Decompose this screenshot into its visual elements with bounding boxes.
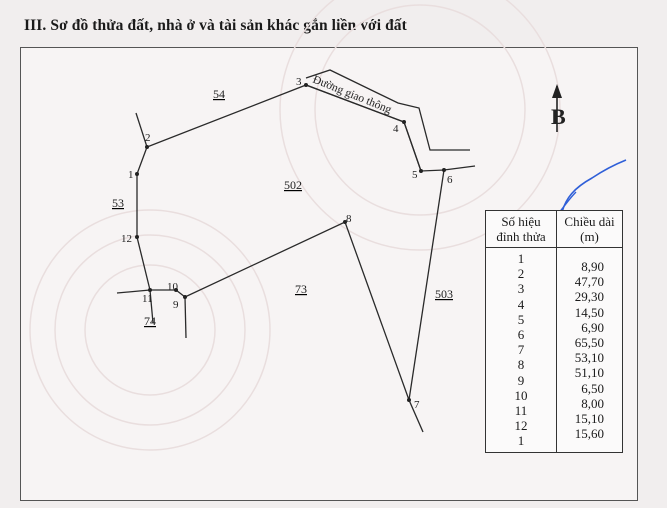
vertex-label: 7 [414, 399, 420, 411]
vertex-label: 10 [167, 281, 178, 293]
length-table [485, 210, 623, 453]
point-cell: 12 [514, 418, 528, 434]
length-cell: 53,10 [574, 350, 604, 366]
vertex-label: 12 [121, 233, 132, 245]
vertex-label: 8 [346, 213, 352, 225]
vertex-point [145, 145, 149, 149]
parcel-number: 503 [435, 287, 453, 301]
vertex-point [419, 169, 423, 173]
length-cell: 51,10 [574, 365, 604, 381]
vertex-point [183, 295, 187, 299]
neighbor-line-6 [444, 166, 475, 170]
point-cell: 11 [514, 402, 528, 418]
parcel-number: 502 [284, 178, 302, 192]
vertex-label: 2 [145, 132, 151, 144]
point-column [486, 248, 557, 453]
point-cell: 2 [517, 266, 525, 282]
point-cell: 3 [517, 281, 525, 297]
vertex-point [148, 288, 152, 292]
vertex-label: 5 [412, 169, 418, 181]
length-cell: 14,50 [574, 304, 604, 320]
road-label: Đường giao thông [310, 73, 394, 117]
vertex-label: 6 [447, 174, 453, 186]
parcel-number: 53 [112, 196, 124, 210]
length-cell: 47,70 [574, 274, 604, 290]
vertex-points [135, 83, 446, 402]
vertex-label: 4 [393, 123, 399, 135]
length-cell: 65,50 [574, 334, 604, 350]
point-cell: 4 [517, 296, 525, 312]
north-arrow-label: B [551, 104, 566, 129]
point-cell: 7 [517, 342, 525, 358]
vertex-label: 11 [142, 293, 153, 305]
vertex-labels [121, 73, 453, 411]
length-cell: 8,90 [581, 259, 604, 274]
point-cell: 1 [517, 433, 525, 449]
length-cell: 29,30 [574, 289, 604, 305]
vertex-label: 1 [128, 169, 134, 181]
north-arrow-icon [551, 84, 566, 132]
parcel-numbers [112, 87, 453, 328]
header-length [557, 211, 623, 248]
pen-mark [562, 160, 626, 212]
vertex-point [442, 168, 446, 172]
header-length-line1: Chiều dài [564, 214, 615, 229]
point-cell: 5 [517, 311, 525, 327]
length-column [557, 248, 623, 453]
boundary-lines [117, 85, 475, 432]
vertex-label: 3 [296, 76, 302, 88]
length-cell: 6,50 [581, 380, 604, 396]
vertex-point [304, 83, 308, 87]
neighbor-line-9 [185, 297, 186, 338]
point-cell: 10 [514, 387, 528, 403]
length-cell: 8,00 [581, 395, 604, 411]
section-heading: III. Sơ đồ thửa đất, nhà ở và tài sản khác gắn liền với đất [24, 17, 407, 34]
length-cell: 15,60 [574, 426, 604, 442]
vertex-point [407, 398, 411, 402]
header-point-line2: đỉnh thửa [496, 229, 546, 244]
parcel-number: 54 [213, 87, 225, 101]
parcel-number: 74 [144, 314, 156, 328]
parcel-number: 73 [295, 282, 307, 296]
vertex-label: 9 [173, 299, 179, 311]
header-point-line1: Số hiệu [501, 214, 541, 229]
header-point [486, 211, 557, 248]
vertex-point [135, 172, 139, 176]
length-cell: 6,90 [581, 319, 604, 335]
point-cell: 9 [517, 372, 525, 388]
point-cell: 8 [517, 357, 525, 373]
length-cell: 15,10 [574, 410, 604, 426]
background-pattern [30, 0, 560, 450]
header-length-line2: (m) [580, 229, 599, 244]
point-cell: 6 [517, 326, 525, 342]
point-cell: 1 [517, 251, 525, 266]
vertex-point [135, 235, 139, 239]
vertex-point [402, 120, 406, 124]
